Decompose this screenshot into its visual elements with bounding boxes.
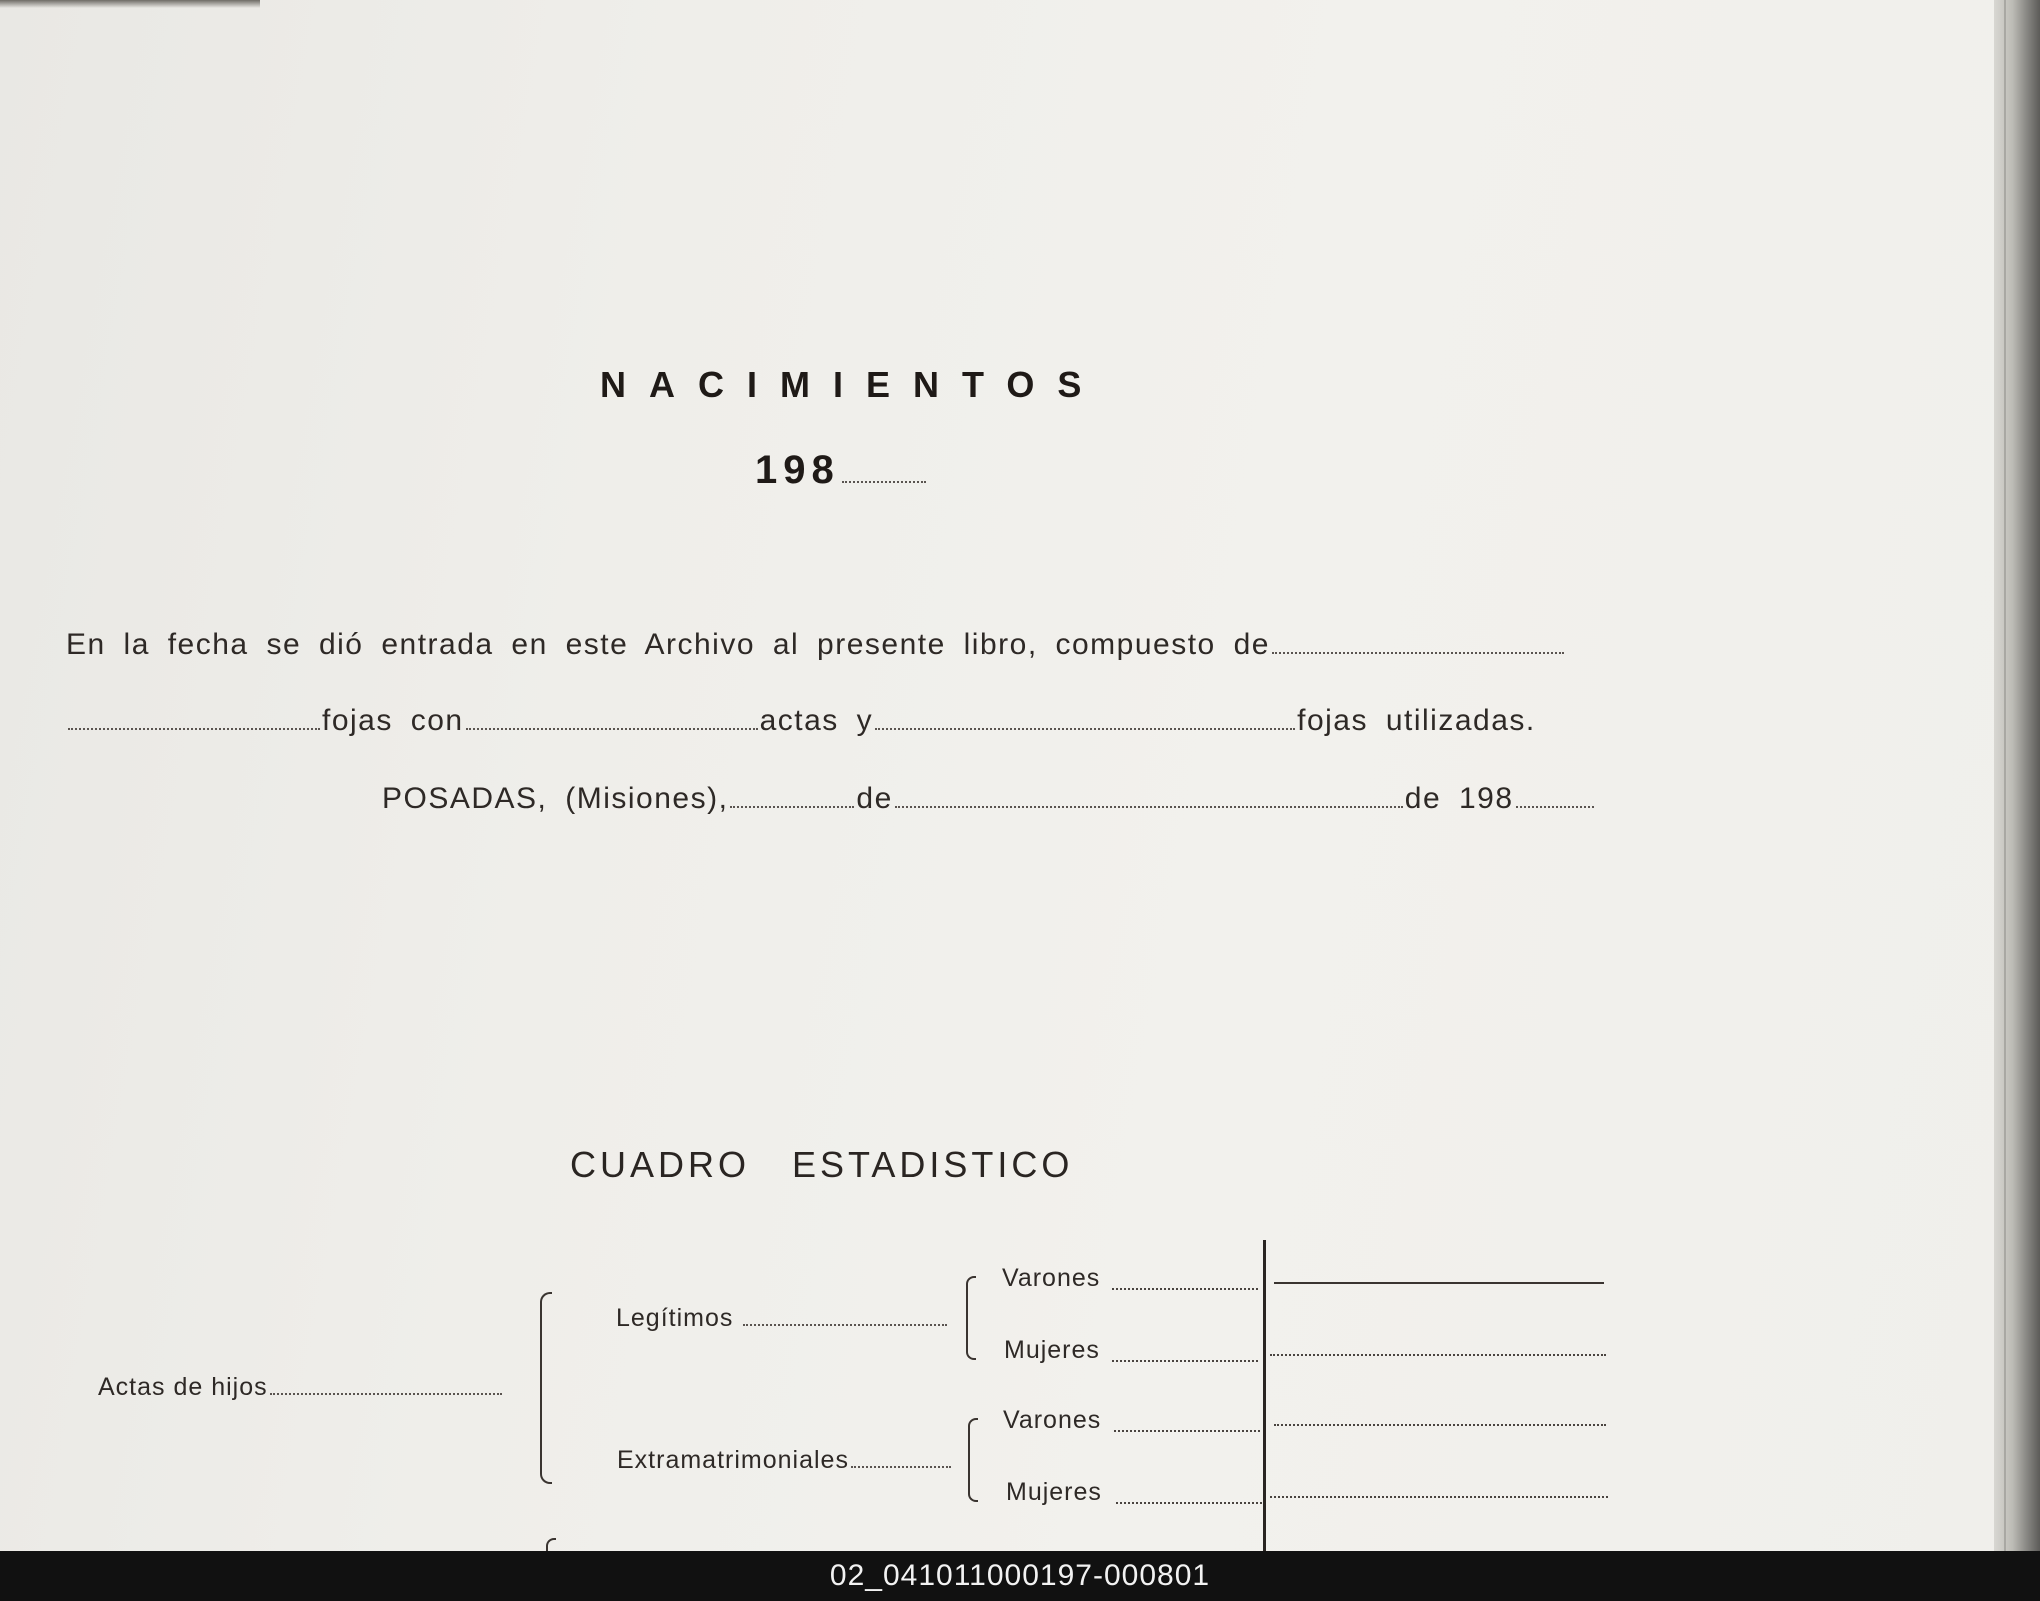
binding-shadow bbox=[0, 0, 260, 8]
stats-divider bbox=[1263, 1240, 1266, 1551]
entry-text-3c: de 198 bbox=[1404, 782, 1514, 815]
leader-2b bbox=[1116, 1502, 1262, 1504]
group-brace bbox=[540, 1292, 552, 1484]
year-line bbox=[755, 448, 928, 493]
entry-line-1 bbox=[66, 628, 1566, 662]
entry-line-3 bbox=[382, 782, 1596, 816]
blank-year bbox=[1516, 806, 1594, 808]
leader-1b bbox=[1112, 1360, 1258, 1362]
entry-text-2c: fojas utilizadas. bbox=[1297, 704, 1536, 737]
value-line-1b bbox=[1270, 1354, 1606, 1356]
sub-varones-1 bbox=[1002, 1264, 1100, 1293]
book-page-edge bbox=[1994, 0, 2040, 1551]
stats-title: CUADRO ESTADISTICO bbox=[570, 1144, 1074, 1185]
blank-fojas-total bbox=[1272, 652, 1564, 654]
year-prefix: 198 bbox=[755, 448, 840, 492]
blank-fojas bbox=[68, 728, 320, 730]
category-legitimos bbox=[616, 1304, 949, 1333]
blank-fojas-utilizadas bbox=[875, 728, 1295, 730]
category-leader-1 bbox=[743, 1324, 947, 1326]
group-leader bbox=[270, 1393, 502, 1395]
sub-label-1b: Mujeres bbox=[1004, 1336, 1100, 1364]
sub-label-1a: Varones bbox=[1002, 1264, 1101, 1292]
group-label bbox=[98, 1373, 504, 1402]
entry-text-1: En la fecha se dió entrada en este Archivo al presente libro, compuesto de bbox=[66, 628, 1270, 661]
value-line-2a bbox=[1274, 1424, 1606, 1426]
blank-month bbox=[895, 806, 1403, 808]
category-brace-2 bbox=[968, 1418, 978, 1502]
group-label-text: Actas de hijos bbox=[98, 1373, 268, 1401]
blank-actas bbox=[466, 728, 758, 730]
next-brace bbox=[546, 1538, 556, 1551]
category-extramatrimoniales bbox=[617, 1446, 953, 1475]
sub-label-2a: Varones bbox=[1003, 1406, 1102, 1434]
entry-line-2 bbox=[66, 704, 1536, 738]
category-label-2: Extramatrimoniales bbox=[617, 1446, 849, 1474]
category-label-1: Legítimos bbox=[616, 1304, 734, 1332]
entry-text-2a: fojas con bbox=[322, 704, 464, 737]
leader-2a bbox=[1114, 1430, 1260, 1432]
sub-label-2b: Mujeres bbox=[1006, 1478, 1102, 1506]
year-blank bbox=[842, 481, 926, 483]
scan-id-footer: 02_041011000197-000801 bbox=[0, 1551, 2040, 1601]
blank-day bbox=[730, 806, 854, 808]
value-line-2b bbox=[1270, 1496, 1608, 1498]
sub-varones-2 bbox=[1003, 1406, 1101, 1435]
category-leader-2 bbox=[851, 1466, 951, 1468]
entry-text-3b: de bbox=[856, 782, 893, 815]
leader-1a bbox=[1112, 1288, 1258, 1290]
category-brace-1 bbox=[966, 1276, 976, 1360]
sub-mujeres-2 bbox=[1006, 1478, 1102, 1507]
sub-mujeres-1 bbox=[1004, 1336, 1100, 1365]
place-text: POSADAS, (Misiones), bbox=[382, 782, 729, 815]
entry-text-2b: actas y bbox=[759, 704, 874, 737]
value-line-1a bbox=[1274, 1282, 1604, 1284]
page-title: NACIMIENTOS bbox=[600, 364, 1105, 405]
